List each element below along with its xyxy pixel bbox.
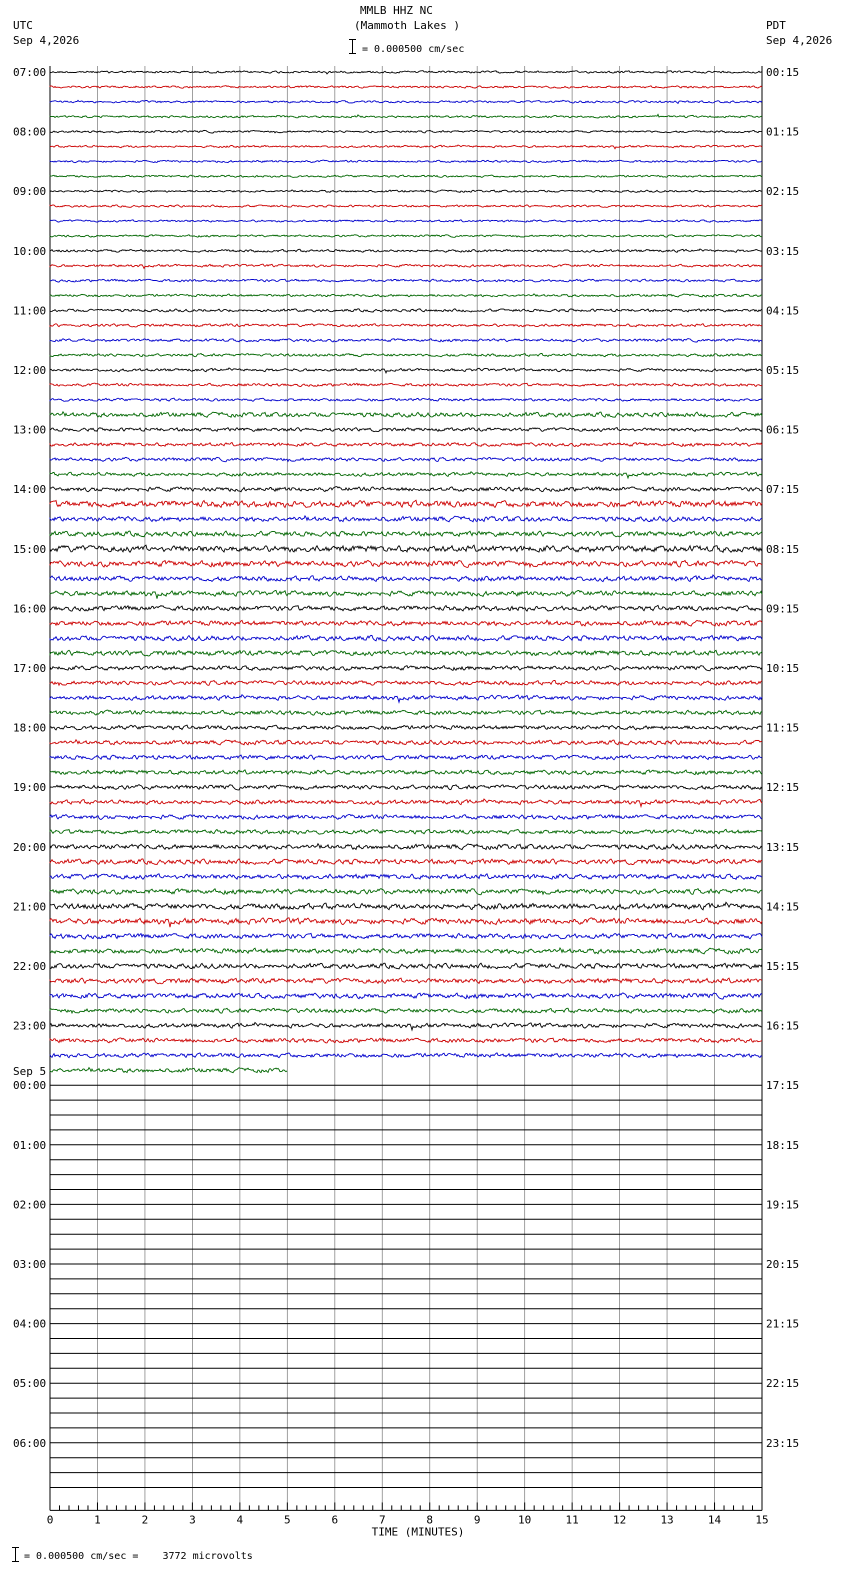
x-tick-label: 13 bbox=[660, 1513, 674, 1527]
trace-row-5 bbox=[50, 145, 762, 149]
x-tick-label: 5 bbox=[284, 1513, 291, 1527]
trace-row-52 bbox=[50, 844, 762, 850]
pdt-label: 09:15 bbox=[766, 602, 800, 616]
trace-row-61 bbox=[50, 978, 762, 984]
trace-row-22 bbox=[50, 398, 762, 401]
pdt-label: 06:15 bbox=[766, 423, 800, 437]
left-date: Sep 4,2026 bbox=[13, 34, 80, 47]
pdt-label: 03:15 bbox=[766, 244, 800, 258]
utc-label: 05:00 bbox=[13, 1377, 47, 1391]
trace-row-37 bbox=[50, 620, 762, 626]
trace-row-67 bbox=[50, 1068, 287, 1073]
trace-row-59 bbox=[50, 948, 762, 954]
station-title: MMLB HHZ NC bbox=[360, 4, 433, 17]
utc-label: 09:00 bbox=[13, 185, 47, 199]
trace-row-55 bbox=[50, 889, 762, 895]
footer-scale-note: = 0.000500 cm/sec = 3772 microvolts bbox=[24, 1551, 253, 1562]
x-axis bbox=[47, 1502, 769, 1538]
trace-row-14 bbox=[50, 279, 762, 282]
trace-row-15 bbox=[50, 294, 762, 297]
trace-row-26 bbox=[50, 457, 762, 461]
utc-label: 15:00 bbox=[13, 542, 47, 556]
trace-row-58 bbox=[50, 933, 762, 939]
trace-row-32 bbox=[50, 545, 762, 552]
trace-row-42 bbox=[50, 695, 762, 703]
trace-row-20 bbox=[50, 368, 762, 373]
trace-row-66 bbox=[50, 1053, 762, 1058]
trace-row-56 bbox=[50, 902, 762, 910]
traces bbox=[50, 71, 762, 1488]
pdt-label: 12:15 bbox=[766, 781, 800, 795]
footer-scale-bar-icon bbox=[15, 1547, 16, 1561]
footer-scale-cap-top bbox=[12, 1547, 19, 1548]
utc-label: 07:00 bbox=[13, 66, 47, 79]
trace-row-9 bbox=[50, 205, 762, 207]
trace-row-50 bbox=[50, 814, 762, 819]
utc-label: 23:00 bbox=[13, 1019, 47, 1033]
x-tick-label: 15 bbox=[755, 1513, 769, 1527]
utc-label: 04:00 bbox=[13, 1317, 47, 1331]
trace-row-27 bbox=[50, 472, 762, 478]
x-tick-label: 7 bbox=[378, 1513, 386, 1527]
trace-row-31 bbox=[50, 531, 762, 537]
trace-row-25 bbox=[50, 443, 762, 447]
utc-label: 02:00 bbox=[13, 1198, 47, 1212]
trace-row-33 bbox=[50, 560, 762, 567]
pdt-label: 18:15 bbox=[766, 1138, 800, 1152]
x-tick-label: 10 bbox=[518, 1513, 532, 1527]
utc-label: 18:00 bbox=[13, 721, 47, 735]
utc-label: 08:00 bbox=[13, 125, 47, 139]
trace-row-53 bbox=[50, 859, 762, 865]
x-tick-label: 9 bbox=[473, 1513, 481, 1527]
pdt-label: 13:15 bbox=[766, 840, 800, 854]
trace-row-35 bbox=[50, 590, 762, 598]
utc-label: 06:00 bbox=[13, 1436, 47, 1450]
pdt-label: 02:15 bbox=[766, 185, 800, 199]
x-tick-label: 6 bbox=[331, 1513, 339, 1527]
utc-label: 22:00 bbox=[13, 960, 47, 973]
utc-label: 00:00 bbox=[13, 1079, 47, 1093]
utc-label: 01:00 bbox=[13, 1138, 47, 1152]
pdt-label: 20:15 bbox=[766, 1258, 800, 1271]
right-date: Sep 4,2026 bbox=[766, 34, 833, 47]
trace-row-54 bbox=[50, 874, 762, 880]
pdt-label: 11:15 bbox=[766, 721, 800, 735]
trace-row-65 bbox=[50, 1038, 762, 1043]
x-tick-label: 12 bbox=[612, 1513, 627, 1527]
trace-row-48 bbox=[50, 785, 762, 790]
pdt-label: 16:15 bbox=[766, 1019, 800, 1033]
utc-label: 17:00 bbox=[13, 662, 47, 675]
utc-label: 11:00 bbox=[13, 304, 47, 318]
utc-label: 20:00 bbox=[13, 840, 47, 854]
pdt-label: 23:15 bbox=[766, 1436, 800, 1450]
utc-label: 10:00 bbox=[13, 244, 47, 258]
trace-row-38 bbox=[50, 635, 762, 641]
trace-row-46 bbox=[50, 755, 762, 760]
utc-label: 14:00 bbox=[13, 483, 47, 497]
pdt-label: 07:15 bbox=[766, 483, 800, 497]
trace-row-3 bbox=[50, 114, 762, 118]
trace-row-34 bbox=[50, 575, 762, 582]
trace-row-11 bbox=[50, 235, 762, 238]
trace-row-39 bbox=[50, 650, 762, 656]
x-tick-label: 14 bbox=[707, 1513, 722, 1527]
utc-label: 03:00 bbox=[13, 1258, 47, 1271]
trace-row-17 bbox=[50, 324, 762, 327]
trace-row-60 bbox=[50, 963, 762, 969]
trace-row-44 bbox=[50, 725, 762, 730]
utc-label: 19:00 bbox=[13, 781, 47, 795]
trace-row-47 bbox=[50, 770, 762, 775]
x-tick-label: 2 bbox=[141, 1513, 149, 1527]
pdt-label: 05:15 bbox=[766, 364, 800, 377]
trace-row-18 bbox=[50, 339, 762, 342]
utc-label: 16:00 bbox=[13, 602, 47, 616]
trace-row-19 bbox=[50, 354, 762, 357]
utc-label: 21:00 bbox=[13, 900, 47, 914]
pdt-label: 01:15 bbox=[766, 125, 800, 139]
trace-row-45 bbox=[50, 740, 762, 745]
left-timezone: UTC bbox=[13, 19, 33, 32]
date-change-label: Sep 5 bbox=[13, 1065, 47, 1079]
trace-row-40 bbox=[50, 666, 762, 671]
right-timezone: PDT bbox=[766, 19, 786, 32]
pdt-label: 10:15 bbox=[766, 662, 800, 675]
trace-row-49 bbox=[50, 799, 762, 807]
trace-row-21 bbox=[50, 383, 762, 386]
trace-row-64 bbox=[50, 1023, 762, 1031]
trace-row-23 bbox=[50, 412, 762, 418]
trace-row-0 bbox=[50, 71, 762, 74]
trace-row-4 bbox=[50, 130, 762, 133]
x-tick-label: 3 bbox=[189, 1513, 196, 1527]
x-tick-label: 1 bbox=[94, 1513, 101, 1527]
trace-row-57 bbox=[50, 918, 762, 927]
trace-row-16 bbox=[50, 309, 762, 312]
trace-row-28 bbox=[50, 487, 762, 492]
trace-row-13 bbox=[50, 264, 762, 268]
trace-row-30 bbox=[50, 516, 762, 522]
pdt-label: 21:15 bbox=[766, 1317, 800, 1331]
trace-row-63 bbox=[50, 1008, 762, 1013]
grid bbox=[50, 66, 762, 1504]
pdt-label: 04:15 bbox=[766, 304, 800, 318]
pdt-label: 19:15 bbox=[766, 1198, 800, 1212]
x-tick-label: 8 bbox=[426, 1513, 434, 1527]
pdt-label: 22:15 bbox=[766, 1377, 800, 1391]
trace-row-29 bbox=[50, 500, 762, 507]
trace-row-7 bbox=[50, 175, 762, 177]
pdt-label: 08:15 bbox=[766, 542, 800, 556]
footer-scale-cap-bottom bbox=[12, 1561, 19, 1562]
trace-row-41 bbox=[50, 681, 762, 686]
x-axis-title: TIME (MINUTES) bbox=[371, 1525, 465, 1539]
scale-label: = 0.000500 cm/sec bbox=[362, 44, 465, 55]
trace-row-24 bbox=[50, 428, 762, 432]
trace-row-62 bbox=[50, 993, 762, 999]
pdt-label: 14:15 bbox=[766, 900, 800, 914]
trace-row-36 bbox=[50, 605, 762, 611]
pdt-label: 15:15 bbox=[766, 960, 800, 973]
utc-label: 12:00 bbox=[13, 364, 47, 377]
utc-label: 13:00 bbox=[13, 423, 47, 437]
trace-row-12 bbox=[50, 249, 762, 252]
pdt-label: 00:15 bbox=[766, 66, 800, 79]
trace-row-43 bbox=[50, 710, 762, 715]
location-title: (Mammoth Lakes ) bbox=[354, 19, 460, 32]
trace-row-2 bbox=[50, 100, 762, 103]
x-tick-label: 4 bbox=[236, 1513, 244, 1527]
trace-row-1 bbox=[50, 86, 762, 89]
trace-row-8 bbox=[50, 190, 762, 193]
trace-row-6 bbox=[50, 160, 762, 163]
trace-row-51 bbox=[50, 829, 762, 834]
pdt-label: 17:15 bbox=[766, 1079, 800, 1093]
x-tick-label: 11 bbox=[565, 1513, 579, 1527]
x-tick-label: 0 bbox=[46, 1513, 54, 1527]
trace-row-10 bbox=[50, 220, 762, 222]
